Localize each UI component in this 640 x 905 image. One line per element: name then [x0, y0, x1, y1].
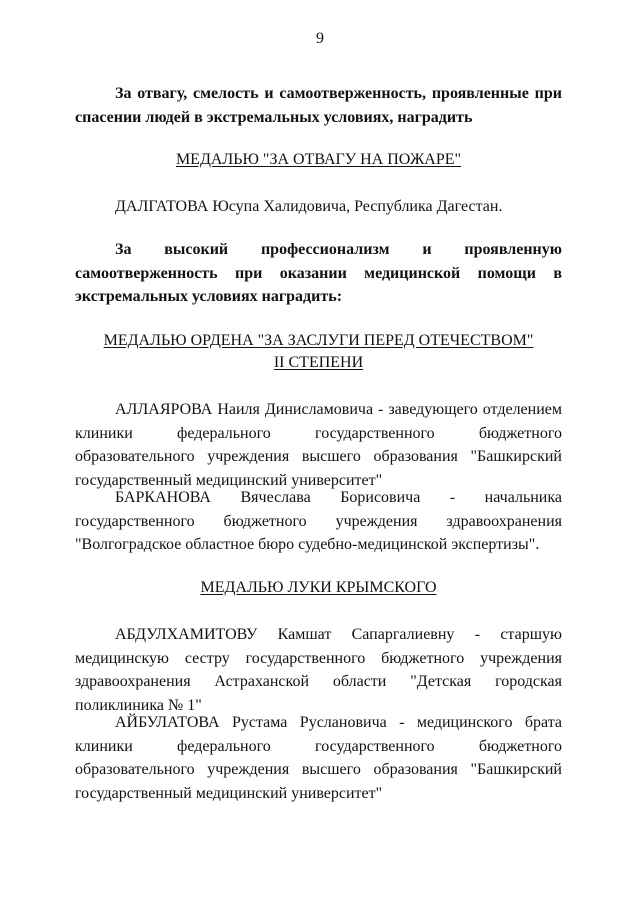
section2-recipient-2: БАРКАНОВА Вячеслава Борисовича - начальника государственного бюджетного учреждения здравоохранения "Волгоградское областное бюро судебно-медицинской экспертизы".	[75, 489, 562, 553]
section3-recipient-2: АЙБУЛАТОВА Рустама Руслановича - медицинского брата клиники федерального государственного бюджетного образовательного учреждения высшего образования "Башкирский государственный медицинский университет"	[75, 714, 562, 802]
section2-recipient-1: АЛЛАЯРОВА Наиля Динисламовича - заведующего отделением клиники федерального государственного бюджетного образовательного учреждения высшего образования "Башкирский государственный медицинский университет"	[75, 401, 562, 489]
section1-intro: За отвагу, смелость и самоотверженность, проявленные при спасении людей в экстремальных условиях, наградить	[75, 85, 562, 126]
section3-recipient-1: АБДУЛХАМИТОВУ Камшат Сапаргалиевну - старшую медицинскую сестру государственного бюджетного учреждения здравоохранения Астраханской области "Детская городская поликлиника № 1"	[75, 626, 562, 714]
section2-medal-heading-line1: МЕДАЛЬЮ ОРДЕНА "ЗА ЗАСЛУГИ ПЕРЕД ОТЕЧЕСТВОМ"	[103, 332, 534, 349]
section2-intro: За высокий профессионализм и проявленную самоотверженность при оказании медицинской помощи в экстремальных условиях наградить:	[75, 241, 562, 305]
page-number: 9	[316, 30, 324, 47]
section2-medal-heading-line2: II СТЕПЕНИ	[273, 354, 364, 371]
section3-medal-heading: МЕДАЛЬЮ ЛУКИ КРЫМСКОГО	[200, 579, 437, 596]
section1-recipient-1: ДАЛГАТОВА Юсупа Халидовича, Республика Дагестан.	[115, 198, 503, 215]
section1-medal-heading: МЕДАЛЬЮ "ЗА ОТВАГУ НА ПОЖАРЕ"	[175, 151, 462, 168]
